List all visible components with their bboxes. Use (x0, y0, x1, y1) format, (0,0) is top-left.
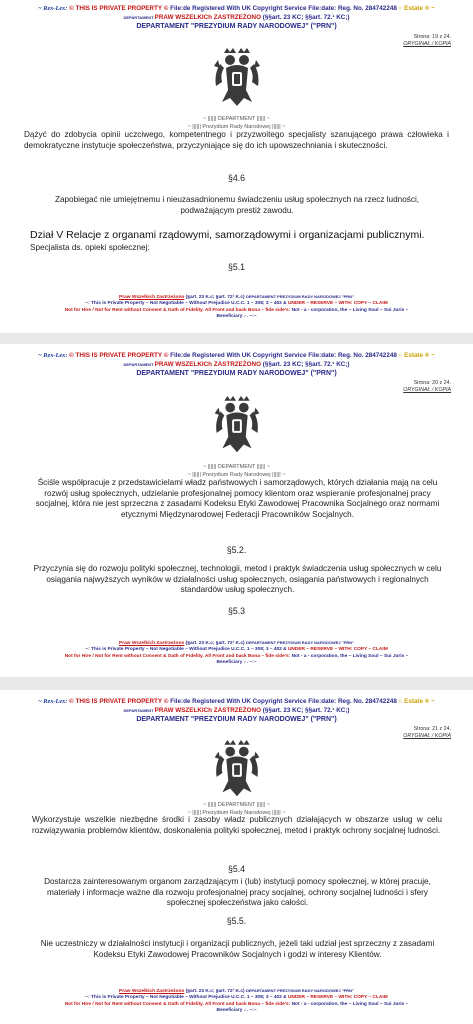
section-number: §4.6 (227, 173, 246, 183)
paragraph: Dostarcza zainteresowanym organom zarządzającym i (lub) instytucji pomocy społecznej, w której pracuje, materiały i informacje ważne dla rozwoju profesjonalnej pracy socjalnej, ochrony socjalnej ludności i sfery społecznej społeczeństwa jako całości. (44, 877, 431, 907)
page-header (0, 4, 473, 32)
page-header (0, 351, 473, 379)
document-page-1 (0, 0, 473, 333)
paragraph: Zapobiegać nie umiejętnemu i nieuzasadnionemu świadczeniu usług społecznych na rzecz ludności, podważającym prestiż zawodu. (54, 195, 420, 215)
rights-line: DEPARTAMENT PRAW WSZELKICh ZASTRZEŻONO (§§art. 23 KC; §§art. 72.¹ KC;) (123, 361, 350, 368)
copyright-line: ~ Rex-Lex: © THIS IS PRIVATE PROPERTY © File:de Registered With UK Copyright Service File:date: Reg. No. 284742248 ○ Estate ® ~ (38, 698, 435, 705)
section-number: §5.3 (227, 606, 246, 616)
stamp-department: ~ |||||| DEPARTMENT |||||| ~ (203, 116, 270, 122)
document-page-3 (0, 690, 473, 1024)
stamp-department: ~ |||||| DEPARTMENT |||||| ~ (203, 464, 270, 470)
chapter-title: Dział V Relacje z organami rządowymi, samorządowymi i organizacjami publicznymi. (30, 229, 425, 241)
page-footer: Praw Wszelkich Zastrzeżono (§art. 23 K.c; §art. 72¹ K.c) DEPARTAMENT PREZYDIUM RADY NARODOWEJ "PRN" ~: This is Private Property – Not Negotiable – Without Prejudice U.C.C. 1 – 308; 3 – 402 & UNDER – RESERVE – WITH: COPY – CLAIM Not for Hire / Not for Rent without Consent & Oath of Fidelity. All Front and back Bona – fide side's: Not - a - corporation, the ~ Living Soul ~ Sui Juris – Beneficiary .·. ~:~ (64, 294, 409, 320)
copyright-line: ~ Rex-Lex: © THIS IS PRIVATE PROPERTY © File:de Registered With UK Copyright Service File:date: Reg. No. 284742248 ○ Estate ® ~ (38, 5, 435, 12)
page-footer: Praw Wszelkich Zastrzeżono (§art. 23 K.c; §art. 72¹ K.c) DEPARTAMENT PREZYDIUM RADY NARODOWEJ "PRN" ~: This is Private Property – Not Negotiable – Without Prejudice U.C.C. 1 – 308; 3 – 402 & UNDER – RESERVE – WITH: COPY – CLAIM Not for Hire / Not for Rent without Consent & Oath of Fidelity. All Front and back Bona – fide side's: Not - a - corporation, the ~ Living Soul ~ Sui Juris – Beneficiary .·. ~:~ (64, 988, 409, 1014)
page-number: Strona: 20 z 24. ORYGINAŁ / KOPIA (403, 380, 451, 393)
section-number: §5.4 (227, 864, 246, 874)
chapter-subtitle: Specjalista ds. opieki społecznej: (30, 243, 150, 252)
eagle-emblem-icon (212, 738, 262, 804)
eagle-emblem-icon (212, 394, 262, 460)
stamp-prezydium: ~ |||||| Prezydium Rady Narodowej |||||| ~ (187, 810, 286, 816)
page-header (0, 697, 473, 725)
page-number: Strona: 19 z 24. ORYGINAŁ / KOPIA (403, 34, 451, 47)
section-number: §5.5. (226, 916, 247, 926)
paragraph: Przyczynia się do rozwoju polityki społecznej, technologii, metod i praktyk świadczenia usług społecznych w celu osiągania najwyższych wyników w działalności usług społecznych, osiągania państwowych i regionalnych standardów usług społecznych. (33, 564, 442, 594)
rights-line: DEPARTAMENT PRAW WSZELKICh ZASTRZEŻONO (§§art. 23 KC; §§art. 72.¹ KC;) (123, 14, 350, 21)
rights-line: DEPARTAMENT PRAW WSZELKICh ZASTRZEŻONO (§§art. 23 KC; §§art. 72.¹ KC;) (123, 707, 350, 714)
department-title: DEPARTAMENT "PREZYDIUM RADY NARODOWEJ" ("PRN") (136, 23, 337, 30)
stamp-prezydium: ~ |||||| Prezydium Rady Narodowej |||||| ~ (187, 472, 286, 478)
stamp-department: ~ |||||| DEPARTMENT |||||| ~ (203, 802, 270, 808)
paragraph: Ściśle współpracuje z przedstawicielami władz państwowych i samorządowych, których działania mają na celu rozwój usług społecznych, udzielanie profesjonalnej pomocy klientom oraz wspieranie profesjonalnej pracy socjalnej, która nie jest sprzeczna z zasadami Kodeksu Etyki Zawodowej Pracownika Socjalnego oraz normami etycznymi Międzynarodowej Federacji Pracowników Socjalnych. (35, 478, 440, 519)
page-footer: Praw Wszelkich Zastrzeżono (§art. 23 K.c; §art. 72¹ K.c) DEPARTAMENT PREZYDIUM RADY NARODOWEJ "PRN" ~: This is Private Property – Not Negotiable – Without Prejudice U.C.C. 1 – 308; 3 – 402 & UNDER – RESERVE – WITH: COPY – CLAIM Not for Hire / Not for Rent without Consent & Oath of Fidelity. All Front and back Bona – fide side's: Not - a - corporation, the ~ Living Soul ~ Sui Juris – Beneficiary .·. ~:~ (64, 640, 409, 666)
document-page-2 (0, 344, 473, 677)
section-number: §5.1 (227, 262, 246, 272)
paragraph: Dążyć do zdobycia opinii uczciwego, kompetentnego i przyzwoitego specjalisty szanującego prawa człowieka i demokratyczne instytucje społeczeństwa, przyczyniające się do ich upowszechniania i skuteczności. (24, 130, 449, 150)
eagle-emblem-icon (212, 46, 262, 114)
department-title: DEPARTAMENT "PREZYDIUM RADY NARODOWEJ" ("PRN") (136, 370, 337, 377)
section-number: §5.2. (226, 545, 247, 555)
paragraph: Wykorzystuje wszelkie niezbędne środki i zasoby władz publicznych działających w obszarze usług w celu rozwiązywania problemów klientów, doskonalenia polityki społecznej, metod i praktyk ochrony socjalnej ludności. (32, 815, 442, 835)
department-title: DEPARTAMENT "PREZYDIUM RADY NARODOWEJ" ("PRN") (136, 716, 337, 723)
page-number: Strona: 21 z 24. ORYGINAŁ / KOPIA (403, 726, 451, 739)
paragraph: Nie uczestniczy w działalności instytucji i organizacji publicznych, jeżeli taki udział jest sprzeczny z zasadami Kodeksu Etyki Zawodowej Pracowników Socjalnych i godzi w interesy Klientów. (40, 939, 435, 959)
stamp-prezydium: ~ |||||| Prezydium Rady Narodowej |||||| ~ (187, 124, 286, 130)
copyright-line: ~ Rex-Lex: © THIS IS PRIVATE PROPERTY © File:de Registered With UK Copyright Service File:date: Reg. No. 284742248 ○ Estate ® ~ (38, 352, 435, 359)
